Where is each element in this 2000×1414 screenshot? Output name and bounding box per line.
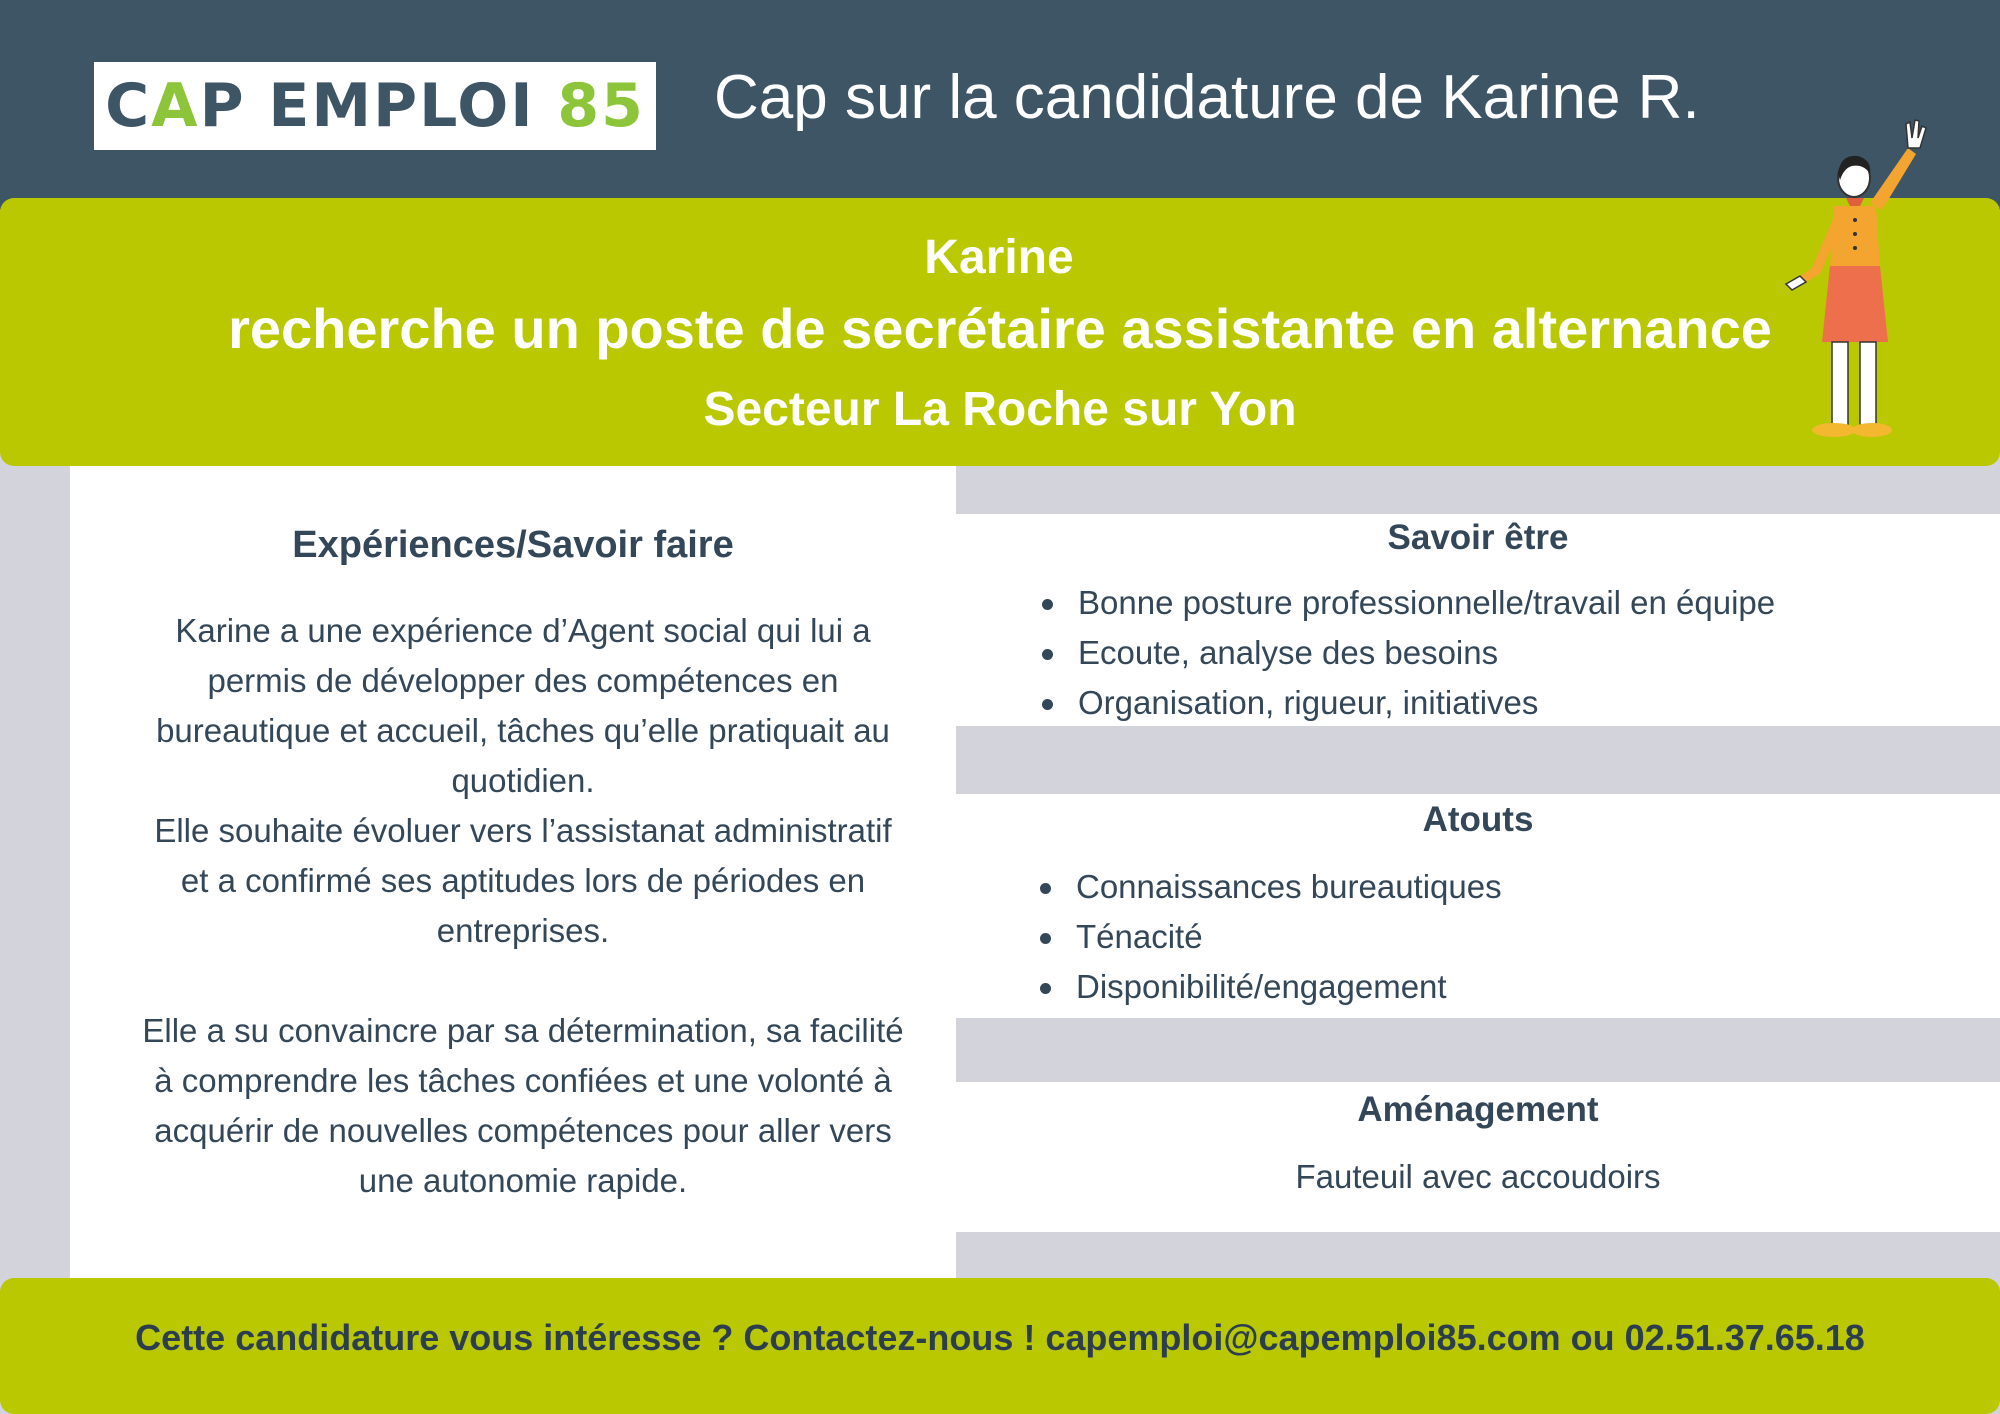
text-line: une autonomie rapide.	[358, 1162, 688, 1199]
waving-woman-illustration	[1760, 108, 1940, 448]
contact-footer	[0, 1278, 2000, 1414]
candidate-name: Karine	[924, 231, 1074, 284]
amenagement-heading: Aménagement	[1357, 1090, 1599, 1129]
savoir-etre-list	[1038, 578, 1775, 728]
text-line: Elle souhaite évoluer vers l’assistanat administratif	[154, 812, 892, 849]
page-title: Cap sur la candidature de Karine R.	[714, 63, 1700, 132]
amenagement-text: Fauteuil avec accoudoirs	[1295, 1158, 1661, 1195]
job-sector: Secteur La Roche sur Yon	[703, 383, 1297, 436]
atouts-box	[956, 794, 2000, 1018]
experience-paragraph-1	[100, 606, 946, 806]
header-bar	[0, 0, 2000, 210]
contact-text: Cette candidature vous intéresse ? Contactez-nous ! capemploi@capemploi85.com ou 02.51.37.65.18	[135, 1317, 1865, 1358]
logo-text: CAP EMPLOI 85	[105, 71, 645, 141]
list-item: Disponibilité/engagement	[1076, 962, 1502, 1012]
text-line: Elle a su convaincre par sa détermination, sa facilité	[142, 1012, 904, 1049]
text-line: et a confirmé ses aptitudes lors de périodes en	[180, 862, 866, 899]
experience-paragraph-3	[100, 1006, 946, 1206]
text-line: quotidien.	[451, 762, 595, 799]
savoir-etre-box	[956, 514, 2000, 726]
job-sought: recherche un poste de secrétaire assistante en alternance	[228, 297, 1772, 360]
cap-emploi-logo	[94, 62, 656, 150]
list-item: Connaissances bureautiques	[1076, 862, 1502, 912]
text-line: bureautique et accueil, tâches qu’elle pratiquait au	[156, 712, 890, 749]
text-line: entreprises.	[436, 912, 610, 949]
atouts-heading: Atouts	[1422, 800, 1534, 839]
amenagement-box	[956, 1082, 2000, 1232]
text-line: Karine a une expérience d’Agent social qui lui a	[175, 612, 871, 649]
savoir-etre-heading: Savoir être	[1387, 518, 1569, 557]
list-item: Organisation, rigueur, initiatives	[1078, 678, 1775, 728]
text-line: acquérir de nouvelles compétences pour aller vers	[154, 1112, 892, 1149]
list-item: Ténacité	[1076, 912, 1502, 962]
text-line: permis de développer des compétences en	[207, 662, 839, 699]
experience-heading: Expériences/Savoir faire	[292, 524, 734, 566]
experience-panel	[70, 466, 956, 1278]
atouts-list	[1036, 862, 1502, 1012]
text-line: à comprendre les tâches confiées et une volonté à	[154, 1062, 892, 1099]
experience-paragraph-2	[100, 806, 946, 956]
list-item: Ecoute, analyse des besoins	[1078, 628, 1775, 678]
list-item: Bonne posture professionnelle/travail en équipe	[1078, 578, 1775, 628]
